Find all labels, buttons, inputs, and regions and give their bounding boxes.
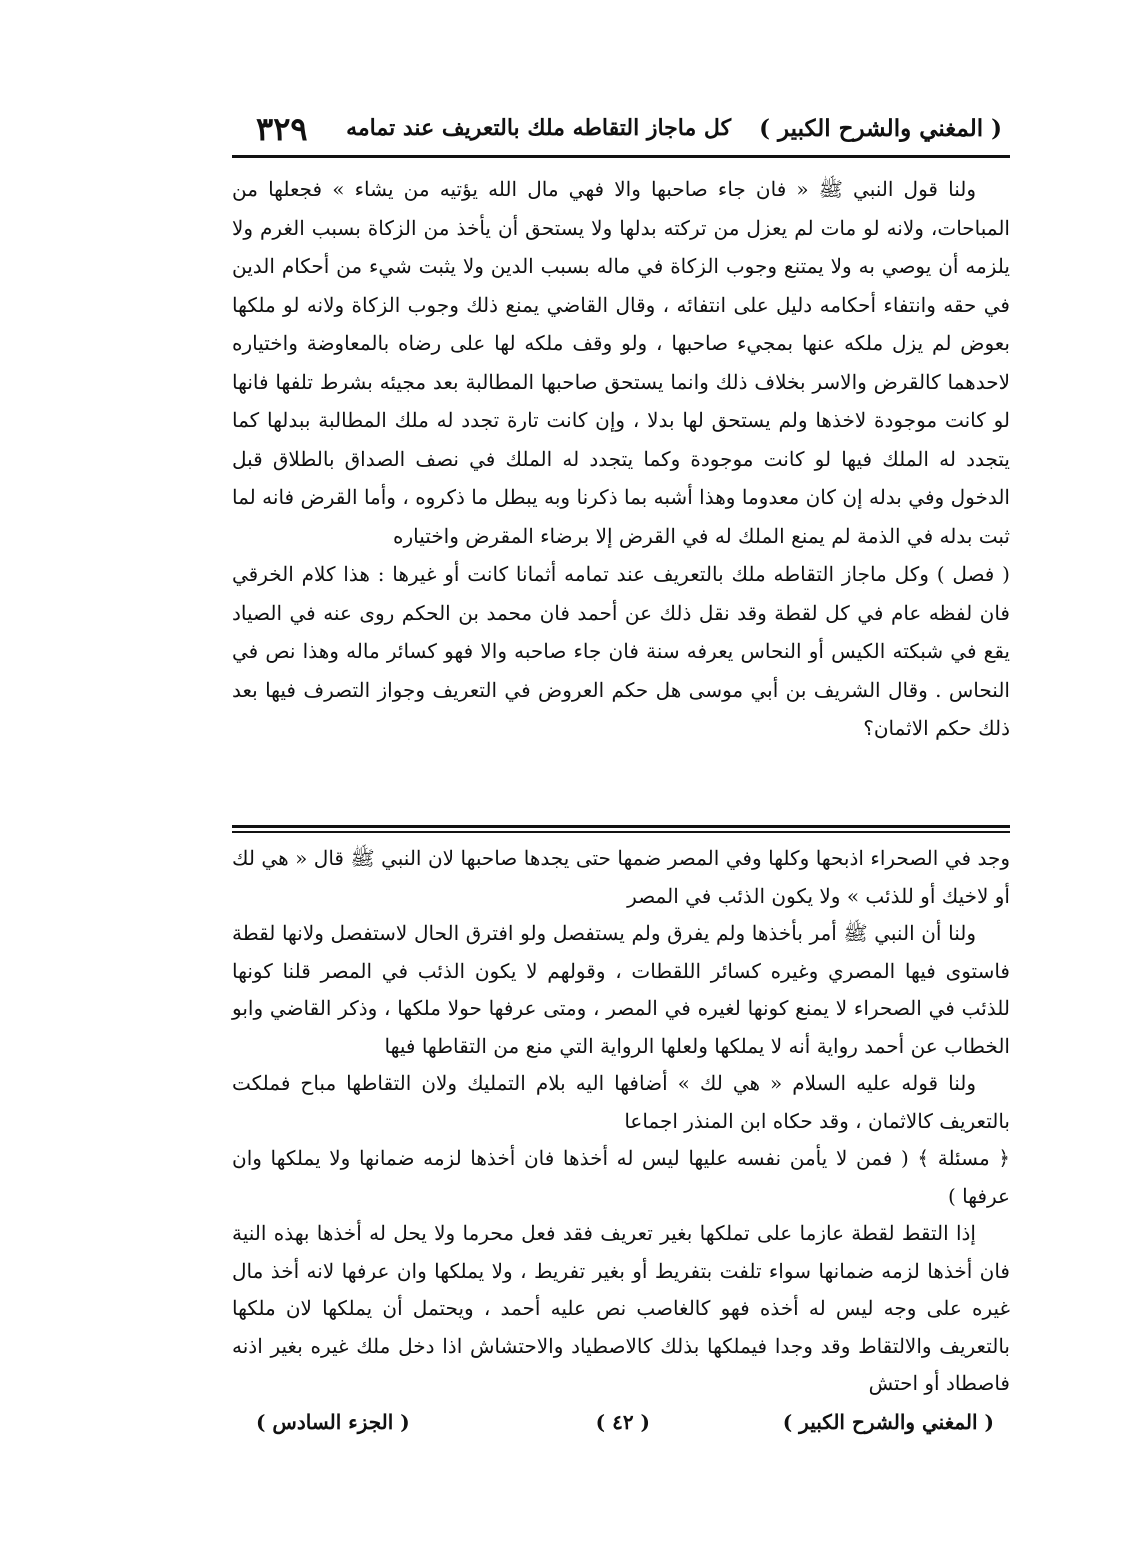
main-paragraph: ولنا قول النبي ﷺ « فان جاء صاحبها والا فهي مال الله يؤتيه من يشاء » فجعلها من المباحات، ولانه لو مات لم يعزل من تركته بدلها ولا يستحق أن يأخذ من الزكاة بسبب الغرم ولا يلزمه أن يوصي به ولا يمتنع وجوب الزكاة في ماله بسبب الدين ولا يثبت شيء من أحكام الدين في حقه وانتفاء أحكامه دليل على انتفائه ، وقال القاضي يمنع ذلك وجوب الزكاة ولانه لو ملكها بعوض لم يزل ملكه عنها بمجيء صاحبها ، ولو وقف ملكه لها على رضاه بالمعاوضة واختياره لاحدهما كالقرض والاسر بخلاف ذلك وانما يستحق صاحبها المطالبة بعد مجيئه بشرط تلفها فانها لو كانت موجودة لاخذها ولم يستحق لها بدلا ، وإن كانت تارة تجدد له ملك المطالبة ببدلها كما يتجدد له الملك فيها لو كانت موجودة وكما يتجدد له الملك في نصف الصداق بالطلاق قبل الدخول وفي بدله إن كان معدوما وهذا أشبه بما ذكرنا وبه يبطل ما ذكروه ، وأما القرض فانه لما ثبت بدله في الذمة لم يمنع الملك له في القرض إلا برضاء المقرض واختياره [232, 177, 1010, 548]
section-divider [232, 825, 1010, 834]
commentary-text [232, 840, 1010, 1403]
commentary-paragraph: وجد في الصحراء اذبحها وكلها وفي المصر ضمها حتى يجدها صاحبها لان النبي ﷺ قال « هي لك أو لاخيك أو للذئب » ولا يكون الذئب في المصر [232, 846, 1010, 908]
commentary-paragraph: ولنا قوله عليه السلام « هي لك » أضافها اليه بلام التمليك ولان التقاطها مباح فملكت بالتعريف كالاثمان ، وقد حكاه ابن المنذر اجماعا [232, 1071, 1010, 1133]
commentary-paragraph: إذا التقط لقطة عازما على تملكها بغير تعريف فقد فعل محرما ولا يحل له أخذها بهذه النية فان أخذها لزمه ضمانها سواء تلفت بتفريط أو بغير تفريط ، ولا يملكها وان عرفها لانه أخذ مال غيره على وجه ليس له أخذه فهو كالغاصب نص عليه أحمد ، ويحتمل أن يملكها لان ملكها بالتعريف والالتقاط وقد وجدا فيملكها بذلك كالاصطياد والاحتشاش اذا دخل ملك غيره بغير اذنه فاصطاد أو احتش [232, 1221, 1010, 1395]
commentary-paragraph: ولنا أن النبي ﷺ أمر بأخذها ولم يفرق ولم يستفصل ولو افترق الحال لاستفصل ولانها لقطة فاستوى فيها المصري وغيره كسائر اللقطات ، وقولهم لا يكون الذئب في المصر قلنا كونها للذئب في الصحراء لا يمنع كونها لغيره في المصر ، ومتى عرفها حولا ملكها ، وذكر القاضي وابو الخطاب عن أحمد رواية أنه لا يملكها ولعلها الرواية التي منع من التقاطها فيها [232, 921, 1010, 1058]
header-book-title: ( المغني والشرح الكبير ) [759, 114, 1002, 142]
page-number: ٣٢٩ [256, 110, 308, 148]
book-page [232, 100, 1010, 1445]
commentary-paragraph: ﴿ مسئلة ﴾ ( فمن لا يأمن نفسه عليها ليس له أخذها فان أخذها لزمه ضمانها ولا يملكها وان عرفها ) [232, 1146, 1010, 1208]
footer-volume: ( الجزء السادس ) [256, 1410, 410, 1434]
page-footer [232, 1410, 1010, 1444]
main-text [232, 170, 1010, 748]
main-paragraph: ( فصل ) وكل ماجاز التقاطه ملك بالتعريف عند تمامه أثمانا كانت أو غيرها : هذا كلام الخرقي فان لفظه عام في كل لقطة وقد نقل ذلك عن أحمد فان محمد بن الحكم روى عنه في الصياد يقع في شبكته الكيس أو النحاس يعرفه سنة فان جاء صاحبه والا فهو كسائر ماله وهذا نص في النحاس . وقال الشريف بن أبي موسى هل حكم العروض في التعريف وجواز التصرف فيها بعد ذلك حكم الاثمان؟ [232, 562, 1010, 740]
header-chapter-title: كل ماجاز التقاطه ملك بالتعريف عند تمامه [346, 115, 732, 141]
footer-signature-number: ( ٤٢ ) [595, 1410, 650, 1434]
running-header [232, 100, 1010, 156]
footer-book-title: ( المغني والشرح الكبير ) [782, 1410, 994, 1434]
header-rule [232, 155, 1010, 158]
